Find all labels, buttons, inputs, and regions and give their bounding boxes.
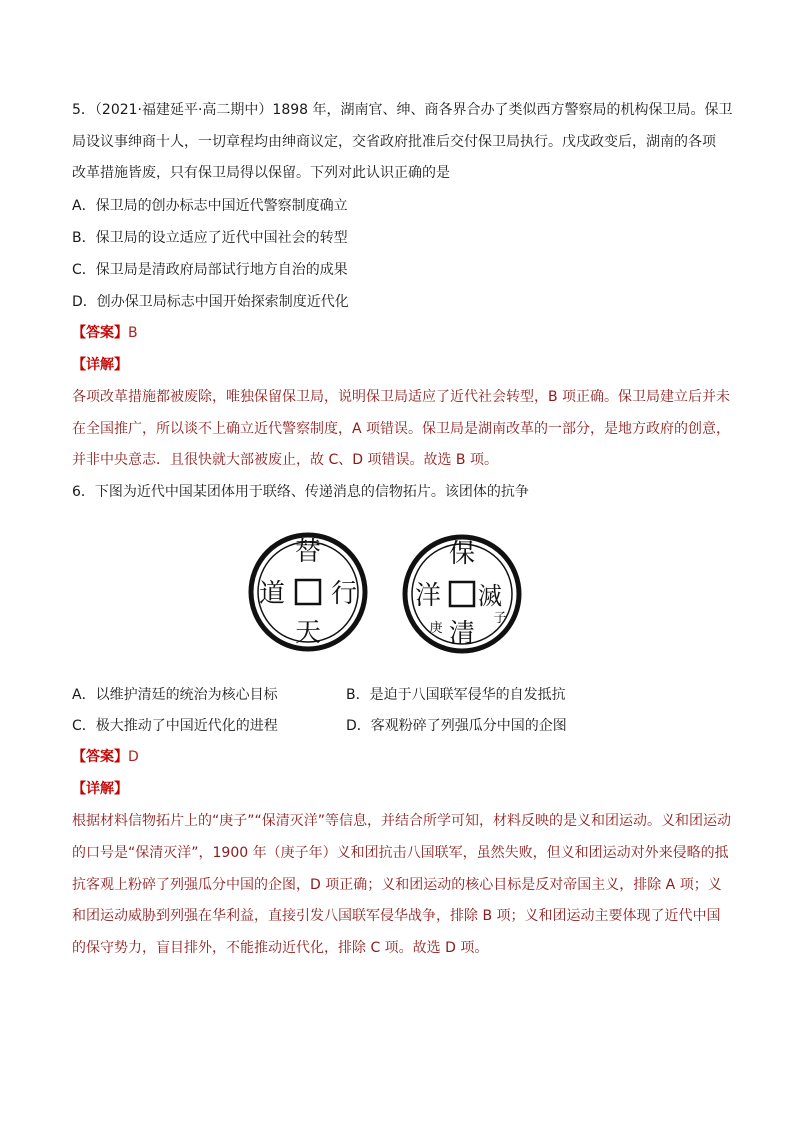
q5-answer-label: 【答案】 <box>72 325 128 341</box>
q6-option-a: A．以维护清廷的统治为核心目标 <box>72 687 278 703</box>
q5-detail-line-1: 各项改革措施都被废除，唯独保留保卫局，说明保卫局适应了近代社会转型，B 项正确。保卫局建立后并未 <box>72 389 731 405</box>
q6-detail-label <box>72 779 128 799</box>
coin-right-char-right: 滅 <box>478 582 502 610</box>
q5-detail-label <box>72 355 128 375</box>
q5-detail-tag: 【详解】 <box>72 357 128 373</box>
q5-option-b: B．保卫局的设立适应了近代中国社会的转型 <box>72 230 348 246</box>
coin-right-square-hole <box>450 582 474 606</box>
coin-left-char-bottom: 天 <box>294 618 322 648</box>
q5-option-d: D．创办保卫局标志中国开始探索制度近代化 <box>72 294 349 310</box>
coin-left-char-left: 道 <box>258 579 286 609</box>
coin-left-square-hole <box>296 580 320 604</box>
coin-rubbings-image <box>248 520 548 670</box>
coin-right-char-left: 洋 <box>414 581 442 611</box>
q6-detail-tag: 【详解】 <box>72 781 128 797</box>
q6-stem: 6．下图为近代中国某团体用于联络、传递消息的信物拓片。该团体的抗争 <box>72 484 529 500</box>
coin-right-char-top: 保 <box>448 539 476 569</box>
q5-answer <box>72 323 138 343</box>
coin-right <box>405 537 519 651</box>
q6-option-d: D．客观粉碎了列强瓜分中国的企图 <box>346 718 567 734</box>
coin-right-char-small-left: 庚 <box>429 621 443 636</box>
q6-detail-line-1: 根据材料信物拓片上的“庚子”“保清灭洋”等信息，并结合所学可知，材料反映的是义和团运动。义和团运动 <box>72 813 732 829</box>
q5-option-c: C．保卫局是清政府局部试行地方自治的成果 <box>72 262 348 278</box>
coin-right-char-bottom: 清 <box>448 619 476 649</box>
q6-answer-value: D <box>128 749 139 765</box>
q5-detail-line-3: 并非中央意志．且很快就大部被废止，故 C、D 项错误。故选 B 项。 <box>72 452 498 468</box>
q5-option-a: A．保卫局的创办标志中国近代警察制度确立 <box>72 198 348 214</box>
q5-stem-line-2: 局设议事绅商十人，一切章程均由绅商议定，交省政府批准后交付保卫局执行。戊戌政变后，湖南的各项 <box>72 134 716 150</box>
q5-answer-value: B <box>128 325 138 341</box>
q5-stem-line-1: 5．（2021·福建延平·高二期中）1898 年，湖南官、绅、商各界合办了类似西方警察局的机构保卫局。保卫 <box>72 102 733 118</box>
coin-left-char-right: 行 <box>330 579 358 609</box>
q6-option-c: C．极大推动了中国近代化的进程 <box>72 718 278 734</box>
q6-detail-line-5: 的保守势力，盲目排外，不能推动近代化，排除 C 项。故选 D 项。 <box>72 940 489 956</box>
q6-detail-line-4: 和团运动威胁到列强在华利益，直接引发八国联军侵华战争，排除 B 项；义和团运动主要体现了近代中国 <box>72 908 721 924</box>
coin-right-char-small-right: 子 <box>493 611 507 626</box>
q5-stem-line-3: 改革措施皆废，只有保卫局得以保留。下列对此认识正确的是 <box>72 165 450 181</box>
q6-answer <box>72 747 139 767</box>
q6-detail-line-3: 抗客观上粉碎了列强瓜分中国的企图，D 项正确；义和团运动的核心目标是反对帝国主义，排除 A 项；义 <box>72 877 722 893</box>
q5-detail-line-2: 在全国推广，所以谈不上确立近代警察制度，A 项错误。保卫局是湖南改革的一部分，是地方政府的创意， <box>72 421 731 437</box>
q6-option-b: B．是迫于八国联军侵华的自发抵抗 <box>346 687 566 703</box>
q6-answer-label: 【答案】 <box>72 749 128 765</box>
q6-detail-line-2: 的口号是“保清灭洋”，1900 年（庚子年）义和团抗击八国联军，虽然失败，但义和团运动对外来侵略的抵 <box>72 845 729 861</box>
coin-left <box>251 535 365 649</box>
coin-left-char-top: 替 <box>294 537 322 567</box>
